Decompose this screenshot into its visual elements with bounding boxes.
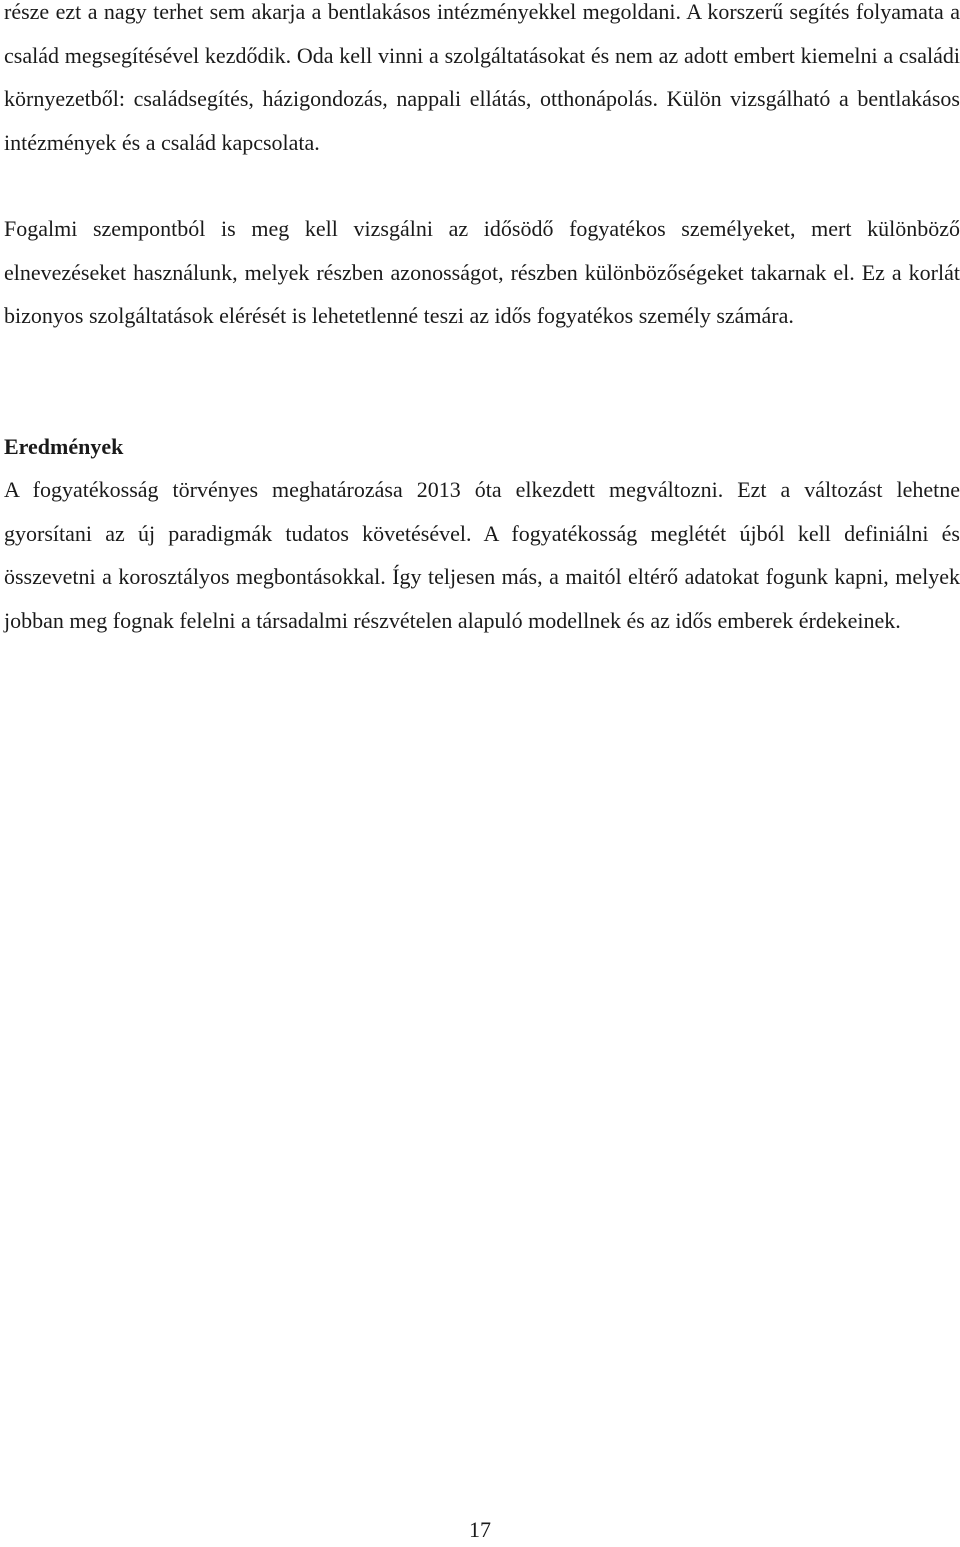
body-paragraph	[4, 0, 960, 164]
body-paragraph	[4, 207, 960, 338]
section-heading: Eredmények	[4, 434, 124, 459]
paragraph-text: része ezt a nagy terhet sem akarja a bentlakásos intézményekkel megoldani. A korszerű segítés folyamata a család megsegítésével kezdődik. Oda kell vinni a szolgáltatásokat és nem az adott embert kiemelni a családi környezetből: családsegítés, házigondozás, nappali ellátás, otthonápolás. Külön vizsgálható a bentlakásos intézmények és a család kapcsolata.	[4, 0, 960, 155]
paragraph-text: A fogyatékosság törvényes meghatározása 2013 óta elkezdett megváltozni. Ezt a változást lehetne gyorsítani az új paradigmák tudatos követésével. A fogyatékosság meglétét újból kell definiálni és összevetni a korosztályos megbontásokkal. Így teljesen más, a maitól eltérő adatokat fogunk kapni, melyek jobban meg fognak felelni a társadalmi részvételen alapuló modellnek és az idős emberek érdekeinek.	[4, 477, 960, 633]
paragraph-text: Fogalmi szempontból is meg kell vizsgálni az idősödő fogyatékos személyeket, mert különböző elnevezéseket használunk, melyek részben azonosságot, részben különbözőségeket takarnak el. Ez a korlát bizonyos szolgáltatások elérését is lehetetlenné teszi az idős fogyatékos személy számára.	[4, 216, 960, 328]
section-paragraph	[4, 468, 960, 642]
page-number: 17	[469, 1517, 491, 1542]
